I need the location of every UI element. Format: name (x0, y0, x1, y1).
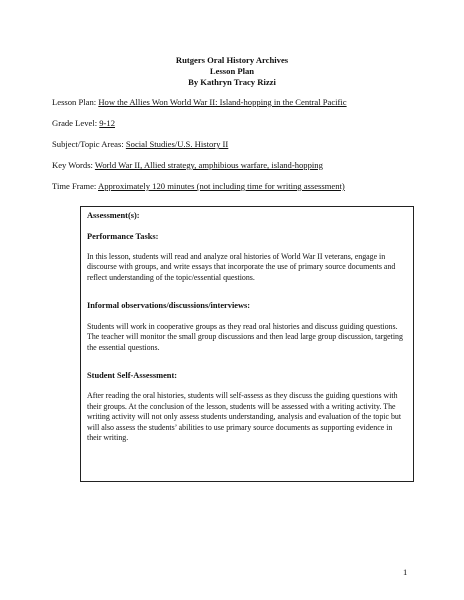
time-frame-value: Approximately 120 minutes (not including time for writing assessment) (98, 181, 345, 191)
informal-observations-text: Students will work in cooperative groups as they read oral histories and discuss guiding questions. The teacher will monitor the small group discussions and then lead large group discussion, targeting the essential questions. (87, 321, 403, 352)
keywords-value: World War II, Allied strategy, amphibious warfare, island-hopping (94, 160, 323, 170)
grade-level-value: 9-12 (99, 118, 116, 128)
subject-value: Social Studies/U.S. History II (125, 139, 229, 149)
time-frame-label: Time Frame: (52, 181, 98, 191)
assessment-title: Assessment(s): (87, 211, 140, 220)
informal-observations-heading: Informal observations/discussions/interviews: (87, 301, 251, 311)
header-author: By Kathryn Tracy Rizzi (188, 77, 276, 87)
grade-level-label: Grade Level: (52, 118, 100, 128)
time-frame-line (52, 181, 432, 192)
performance-tasks-text: In this lesson, students will read and analyze oral histories of World War II veterans, engage in discourse with groups, and write essays that incorporate the use of primary source documents and reflect understanding of the topic/essential questions. (87, 252, 396, 282)
lesson-plan-title: How the Allies Won World War II: Island-hopping in the Central Pacific (98, 97, 347, 107)
document-header (0, 55, 464, 88)
page-number: 1 (403, 567, 408, 577)
subject-label: Subject/Topic Areas: (52, 139, 126, 149)
performance-tasks-heading: Performance Tasks: (87, 231, 159, 241)
assessment-box (80, 206, 414, 482)
subject-line (52, 139, 432, 150)
lesson-plan-label: Lesson Plan: (52, 97, 99, 107)
keywords-label: Key Words: (52, 160, 95, 170)
self-assessment-text: After reading the oral histories, students will self-assess as they discuss the guiding questions with their groups. At the conclusion of the lesson, students will be assessed with a writing activity. The writing activity will not only assess students understanding, analysis and evaluation of the topic but will also assess the students’ abilities to use primary source documents as supporting evidence in their writing. (87, 391, 402, 443)
header-archive-name: Rutgers Oral History Archives (175, 55, 289, 65)
grade-level-line (52, 118, 432, 129)
lesson-plan-line (52, 97, 432, 108)
self-assessment-heading: Student Self-Assessment: (87, 370, 178, 380)
keywords-line (52, 160, 432, 171)
header-doc-type: Lesson Plan (209, 66, 255, 76)
